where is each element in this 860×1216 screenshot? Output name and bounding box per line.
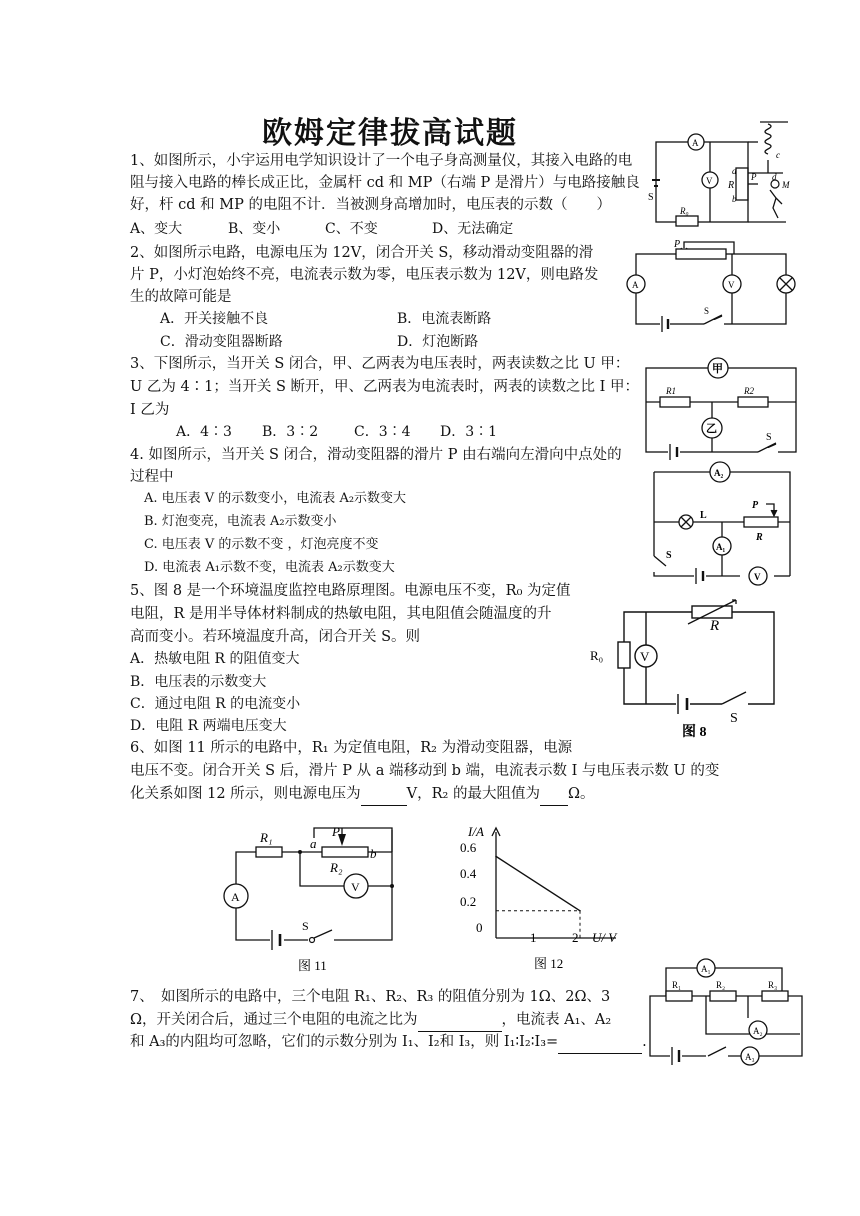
q7-current-answer-blank[interactable] [558, 1031, 642, 1054]
q2-line-2: 片 P，小灯泡始终不亮，电流表示数为零，电压表示数为 12V，则电路发 [130, 267, 599, 283]
q2-label-v: V [728, 280, 735, 290]
q1-label-p: P [751, 172, 757, 182]
q5-label-v: V [640, 649, 650, 664]
q3-option-a: A．4∶3 [176, 424, 232, 440]
q1-option-a: A、变大 [130, 221, 183, 237]
q7-circuit-figure [644, 958, 808, 1068]
q6-fig12-ytick-0.6: 0.6 [460, 840, 477, 855]
q5-label-s: S [730, 711, 738, 726]
q6-fig12-data-point [579, 910, 581, 912]
q7-line-3-text-b: . [642, 1034, 647, 1050]
q2-option-b: B．电流表断路 [397, 311, 492, 327]
q1-option-c: C、不变 [325, 221, 378, 237]
q6-fig12-caption: 图 12 [534, 956, 564, 971]
q1-line-2: 阻与接入电路的棒长成正比，金属杆 cd 和 MP（右端 P 是滑片）与电路接触良 [130, 175, 640, 191]
q6-fig11-label-r1: R₁ [260, 830, 273, 845]
q4-label-v: V [754, 572, 761, 582]
q1-option-d: D、无法确定 [432, 221, 514, 237]
q7-label-a2: A₂ [753, 1026, 763, 1036]
q7-label-r3: R₃ [768, 980, 778, 990]
q2-circuit-figure [624, 238, 802, 330]
q7-label-r2: R₂ [716, 980, 726, 990]
q7-line-2 [130, 1009, 611, 1032]
q3-label-r1: R1 [666, 386, 676, 396]
q3-line-3: I 乙为 [130, 402, 170, 418]
q6-fig12-ytick-0.2: 0.2 [460, 894, 477, 909]
q1-label-r0: R₀ [680, 206, 689, 216]
q6-fig11-label-s: S [302, 919, 309, 933]
q6-fig11-label-r2: R₂ [330, 860, 343, 875]
q1-label-d: d [772, 172, 777, 182]
q6-resistance-answer-blank[interactable] [540, 783, 568, 806]
q3-label-jia: 甲 [712, 363, 723, 375]
q6-fig12-ytick-0.4: 0.4 [460, 866, 477, 881]
q4-line-2: 过程中 [130, 469, 174, 485]
q6-line-1: 6、如图 11 所示的电路中，R₁ 为定值电阻，R₂ 为滑动变阻器，电源 [130, 740, 573, 756]
q4-option-a: A. 电压表 V 的示数变小，电流表 A₂示数变大 [144, 491, 407, 506]
q2-line-3: 生的故障可能是 [130, 289, 232, 305]
q6-fig11-caption: 图 11 [298, 958, 327, 973]
q3-label-r2: R2 [744, 386, 754, 396]
q6-fig11-label-a-meter: A [231, 890, 240, 904]
q1-line-3: 好，杆 cd 和 MP 的电阻不计．当被测身高增加时，电压表的示数（ ） [130, 197, 611, 213]
q7-ratio-answer-blank[interactable] [418, 1009, 502, 1032]
q1-line-1: 1、如图所示，小宇运用电学知识设计了一个电子身高测量仪，其接入电路的电 [130, 153, 633, 169]
q5-option-b: B．电压表的示数变大 [130, 674, 267, 690]
q2-label-p: P [674, 239, 681, 250]
q1-label-s: S [648, 192, 654, 203]
q6-fig12-ylabel: I/A [468, 824, 484, 839]
q4-label-a1: A₁ [716, 542, 726, 552]
q6-fig11-label-b: b [370, 846, 377, 861]
q6-fig12-data-point [495, 856, 497, 858]
q3-circuit-figure [640, 356, 802, 460]
q4-label-a2: A₂ [714, 468, 724, 478]
q6-fig11-label-p: P [332, 824, 340, 839]
q5-option-d: D．电阻 R 两端电压变大 [130, 718, 287, 734]
q5-line-1: 5、图 8 是一个环境温度监控电路原理图。电源电压不变，R₀ 为定值 [130, 583, 571, 599]
page-title: 欧姆定律拔高试题 [262, 116, 518, 151]
q5-line-2: 电阻，R 是用半导体材料制成的热敏电阻，其电阻值会随温度的升 [130, 606, 552, 622]
q1-label-v: V [706, 176, 713, 186]
q6-fig12-xtick-1: 1 [530, 930, 537, 945]
q4-option-c: C. 电压表 V 的示数不变 ，灯泡亮度不变 [144, 537, 379, 552]
q4-label-r: R [756, 532, 763, 543]
q5-option-c: C．通过电阻 R 的电流变小 [130, 696, 301, 712]
q7-label-a3: A₃ [745, 1052, 755, 1062]
q7-line-3-text-a: 和 A₃的内阻均可忽略，它们的示数分别为 I₁、I₂和 I₃，则 I₁∶I₂∶I₃= [130, 1034, 559, 1050]
q2-option-c: C．滑动变阻器断路 [160, 334, 283, 350]
q6-line-3 [130, 783, 595, 806]
q6-fig11-label-a: a [310, 836, 317, 851]
q5-option-a: A．热敏电阻 R 的阻值变大 [130, 651, 300, 667]
q5-circuit-figure [588, 596, 782, 740]
q4-circuit-figure [650, 462, 798, 582]
q5-label-r0: R₀ [590, 648, 604, 663]
q3-option-c: C．3∶4 [354, 424, 411, 440]
q2-option-a: A．开关接触不良 [160, 311, 269, 327]
q6-fig12-xtick-2: 2 [572, 930, 579, 945]
q4-label-s: S [666, 550, 672, 561]
q6-voltage-answer-blank[interactable] [361, 783, 407, 806]
q3-option-b: B．3∶2 [262, 424, 319, 440]
q7-label-r1: R₁ [672, 980, 682, 990]
q4-option-d: D. 电流表 A₁示数不变，电流表 A₂示数变大 [144, 560, 395, 575]
q1-circuit-figure [648, 118, 796, 242]
q5-label-r: R [710, 618, 720, 634]
q7-line-1: 7、 如图所示的电路中，三个电阻 R₁、R₂、R₃ 的阻值分别为 1Ω、2Ω、3 [130, 989, 611, 1005]
q6-fig11-label-v: V [351, 880, 360, 894]
q6-fig12-ytick-0: 0 [476, 920, 483, 935]
q1-label-a-end: a [732, 166, 737, 176]
q6-line-3-text-a: 化关系如图 12 所示，则电源电压为 [130, 786, 361, 802]
q5-caption: 图 8 [682, 725, 707, 740]
q1-label-c: c [776, 150, 780, 160]
q6-line-2: 电压不变。闭合开关 S 后，滑片 P 从 a 端移动到 b 端，电流表示数 I 与电压表示数 U 的变 [130, 763, 720, 779]
q7-line-2-text-a: Ω，开关闭合后，通过三个电阻的电流之比为 [130, 1012, 418, 1028]
q3-label-s: S [766, 432, 772, 443]
q1-label-a: A [692, 138, 699, 148]
q3-line-1: 3、下图所示，当开关 S 闭合，甲、乙两表为电压表时，两表读数之比 U 甲： [130, 356, 630, 372]
q6-fig12-series-line [496, 856, 580, 910]
q7-line-2-text-b: ，电流表 A₁、A₂ [501, 1012, 612, 1028]
q3-option-d: D．3∶1 [440, 424, 498, 440]
q6-line-3-text-b: V，R₂ 的最大阻值为 [406, 786, 540, 802]
q2-option-d: D．灯泡断路 [397, 334, 479, 350]
q1-option-b: B、变小 [228, 221, 281, 237]
q6-line-3-text-c: Ω。 [567, 786, 595, 802]
q3-line-2: U 乙为 4∶1；当开关 S 断开，甲、乙两表为电流表时，两表的读数之比 I 甲： [130, 379, 639, 395]
q1-label-b-end: b [732, 194, 737, 204]
q1-label-m: M [782, 180, 790, 190]
q4-option-b: B. 灯泡变亮，电流表 A₂示数变小 [144, 514, 337, 529]
q6-figure-11 [214, 822, 404, 972]
q7-line-3 [130, 1031, 647, 1054]
q3-label-yi: 乙 [706, 423, 717, 435]
q6-figure-12-chart [450, 818, 650, 974]
q7-label-a1: A₁ [701, 964, 711, 974]
q4-line-1: 4. 如图所示，当开关 S 闭合，滑动变阻器的滑片 P 由右端向左滑向中点处的 [130, 447, 622, 463]
q6-fig12-xlabel: U/ V [592, 930, 617, 945]
q4-label-l: L [700, 510, 707, 521]
q5-line-3: 高而变小。若环境温度升高，闭合开关 S。则 [130, 629, 421, 645]
q4-label-p: P [752, 500, 759, 511]
q1-label-r: R [728, 180, 735, 191]
q2-line-1: 2、如图所示电路，电源电压为 12V，闭合开关 S，移动滑动变阻器的滑 [130, 245, 594, 261]
q2-label-a: A [632, 280, 639, 290]
q2-label-s: S [704, 306, 710, 316]
